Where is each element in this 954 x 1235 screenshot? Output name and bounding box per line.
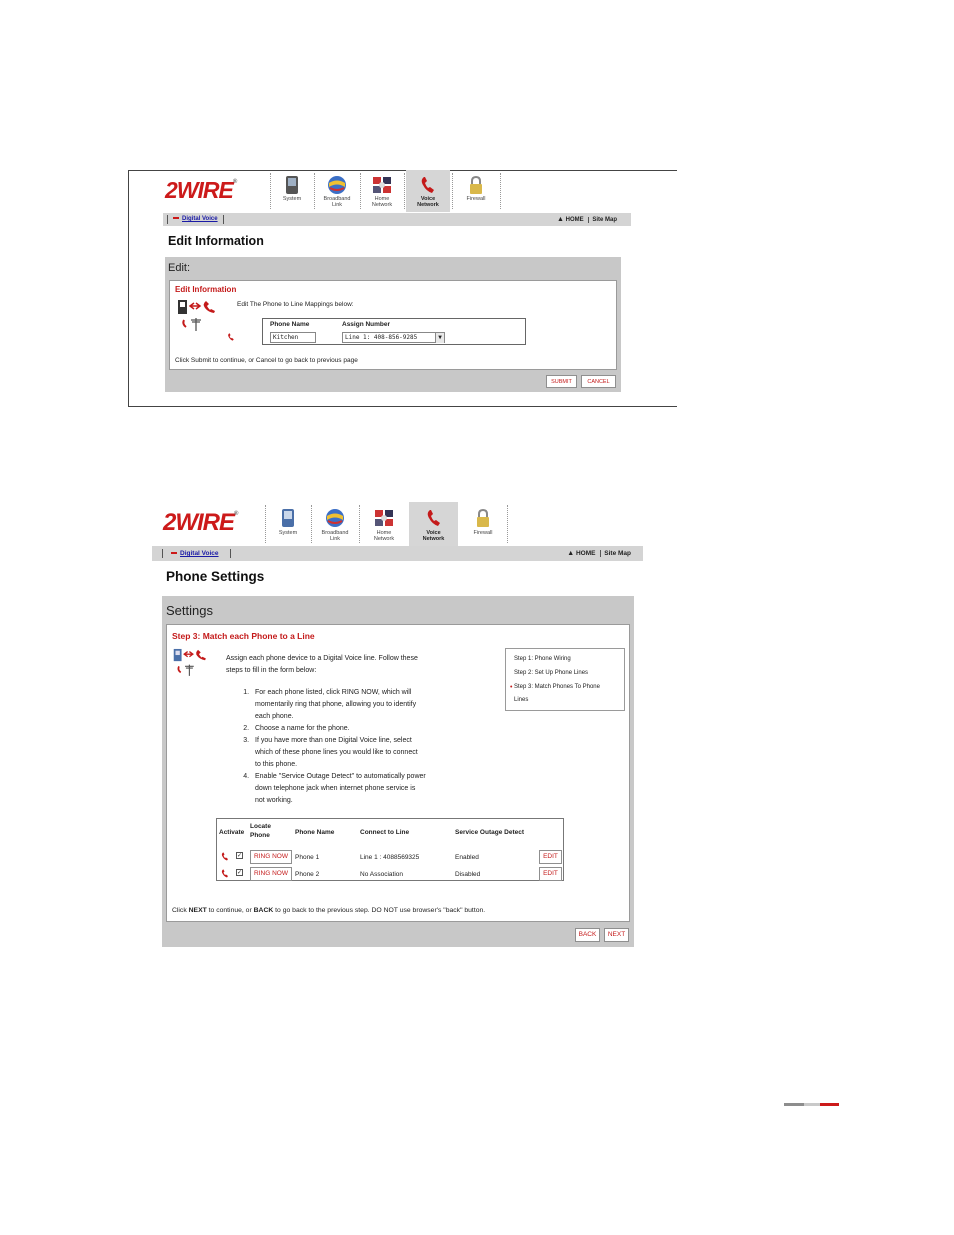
globe-icon bbox=[326, 174, 348, 196]
submit-button[interactable]: SUBMIT bbox=[546, 375, 577, 388]
phone-table bbox=[216, 818, 564, 881]
section-heading: Edit Information bbox=[175, 285, 237, 294]
wizard-step-3: Step 3: Match Phones To Phone bbox=[514, 684, 600, 690]
wizard-step-1[interactable]: Step 1: Phone Wiring bbox=[514, 656, 571, 662]
ring-now-button[interactable]: RING NOW bbox=[250, 867, 292, 881]
wizard-steps bbox=[505, 648, 625, 711]
wizard-step-2[interactable]: Step 2: Set Up Phone Lines bbox=[514, 670, 589, 676]
home-network-icon bbox=[371, 174, 393, 196]
system-icon bbox=[278, 506, 298, 530]
footer-text: Click NEXT to continue, or BACK to go back to the previous step. DO NOT use browser's "back" button. bbox=[172, 907, 486, 914]
brand-logo bbox=[163, 511, 237, 535]
cancel-button[interactable]: CANCEL bbox=[581, 375, 616, 388]
mapping-table bbox=[262, 318, 526, 345]
outage-detect-cell: Enabled bbox=[455, 854, 479, 861]
column-header-locate-phone: Locate Phone bbox=[250, 823, 271, 839]
nav-separator bbox=[360, 173, 361, 209]
subbar-separator bbox=[588, 217, 589, 223]
tab-home-network[interactable]: Home Network bbox=[361, 502, 407, 546]
home-icon: ▲ bbox=[557, 216, 564, 223]
tab-firewall[interactable]: Firewall bbox=[454, 170, 498, 212]
column-header-assign-number: Assign Number bbox=[342, 321, 391, 328]
column-header-phone-name: Phone Name bbox=[270, 321, 310, 328]
brand-logo-text: 2WIRE bbox=[163, 509, 235, 536]
phone-name-cell: Phone 1 bbox=[295, 854, 320, 861]
panel-title: Edit: bbox=[168, 262, 191, 274]
phone-name-cell: Phone 2 bbox=[295, 871, 320, 878]
page-footer-bar-light bbox=[804, 1103, 820, 1106]
assign-number-select[interactable] bbox=[342, 332, 445, 343]
instruction-list bbox=[237, 687, 467, 807]
brand-logo-text: 2WIRE bbox=[165, 177, 233, 203]
phone-icon bbox=[418, 174, 438, 196]
nav-separator bbox=[270, 173, 271, 209]
home-link[interactable]: HOME bbox=[575, 550, 596, 557]
instruction-item: 3. If you have more than one Digital Voice line, select which of these phone lines you would like to connect to this phone. bbox=[251, 735, 467, 771]
nav-separator bbox=[359, 505, 360, 543]
edit-button[interactable]: EDIT bbox=[539, 850, 562, 864]
digital-voice-link[interactable]: Digital Voice bbox=[171, 550, 219, 557]
outage-detect-cell: Disabled bbox=[455, 871, 481, 878]
nav-separator bbox=[404, 173, 405, 209]
page-footer-bar-red bbox=[820, 1103, 839, 1106]
instruction-item: 4. Enable "Service Outage Detect" to automatically power down telephone jack when internet phone service is not working. bbox=[251, 771, 467, 807]
settings-panel-body bbox=[166, 624, 630, 922]
phone-icon bbox=[220, 851, 230, 862]
phone-icon bbox=[226, 332, 236, 342]
main-nav bbox=[260, 502, 512, 546]
tab-firewall[interactable]: Firewall bbox=[460, 502, 506, 546]
activate-checkbox[interactable]: ✓ bbox=[237, 870, 243, 876]
tab-voice-network[interactable]: Voice Network bbox=[406, 170, 450, 212]
connect-line-cell: Line 1 : 4088569325 bbox=[360, 854, 420, 861]
activate-checkbox[interactable]: ✓ bbox=[237, 853, 243, 859]
page-title: Edit Information bbox=[168, 234, 264, 248]
phone-icon bbox=[220, 868, 230, 879]
nav-separator bbox=[314, 173, 315, 209]
next-button[interactable]: NEXT bbox=[604, 928, 629, 942]
subbar-separator bbox=[167, 215, 168, 224]
intro-text: Assign each phone device to a Digital Voice line. Follow these steps to fill in the form below: bbox=[226, 655, 418, 674]
chevron-down-icon: ▼ bbox=[435, 333, 444, 343]
tab-system[interactable]: System bbox=[267, 502, 309, 546]
digital-voice-link[interactable]: Digital Voice bbox=[173, 216, 218, 222]
site-map-link[interactable]: Site Map bbox=[604, 550, 631, 557]
subbar-right-links bbox=[567, 550, 631, 557]
subbar-right-links bbox=[557, 216, 617, 223]
settings-panel bbox=[162, 596, 634, 947]
edit-panel-body bbox=[169, 280, 617, 370]
back-button[interactable]: BACK bbox=[575, 928, 600, 942]
nav-separator bbox=[265, 505, 266, 543]
phone-name-input[interactable]: Kitchen bbox=[270, 332, 316, 343]
brand-logo bbox=[165, 179, 236, 202]
tab-home-network[interactable]: Home Network bbox=[362, 170, 402, 212]
home-link[interactable]: HOME bbox=[565, 217, 584, 223]
footer-text: Click Submit to continue, or Cancel to go back to previous page bbox=[175, 357, 358, 364]
instruction-item: 2. Choose a name for the phone. bbox=[251, 723, 467, 735]
panel-title: Settings bbox=[166, 603, 213, 618]
site-map-link[interactable]: Site Map bbox=[592, 217, 617, 223]
subbar-separator bbox=[162, 549, 163, 558]
column-header-phone-name: Phone Name bbox=[295, 829, 335, 836]
nav-separator bbox=[311, 505, 312, 543]
sub-navigation-bar bbox=[163, 213, 631, 226]
tab-broadband-link[interactable]: Broadband Link bbox=[313, 502, 357, 546]
tab-system[interactable]: System bbox=[272, 170, 312, 212]
column-header-activate: Activate bbox=[219, 829, 245, 836]
column-header-connect-to-line: Connect to Line bbox=[360, 829, 410, 836]
section-heading: Step 3: Match each Phone to a Line bbox=[172, 631, 315, 641]
home-network-icon bbox=[373, 506, 395, 530]
instruction-item: 1. For each phone listed, click RING NOW, which will momentarily ring that phone, allowing you to identify each phone. bbox=[251, 687, 467, 723]
subbar-separator bbox=[223, 215, 224, 224]
column-header-service-outage-detect: Service Outage Detect bbox=[455, 829, 525, 836]
reg-mark: ® bbox=[234, 511, 238, 517]
phone-line-mapping-icon bbox=[172, 645, 212, 679]
edit-button[interactable]: EDIT bbox=[539, 867, 562, 881]
lock-icon bbox=[466, 174, 486, 196]
connect-line-cell: No Association bbox=[360, 871, 403, 878]
subbar-separator bbox=[230, 549, 231, 558]
page-footer-bar-gray bbox=[784, 1103, 804, 1106]
wizard-step-3-continued: Lines bbox=[514, 697, 529, 703]
sub-navigation-bar bbox=[152, 546, 643, 561]
home-icon: ▲ bbox=[567, 550, 575, 557]
subbar-separator bbox=[600, 550, 601, 557]
assign-number-value: Line 1: 408-856-9285 bbox=[345, 334, 418, 341]
tab-broadband-link[interactable]: Broadband Link bbox=[316, 170, 358, 212]
main-nav bbox=[265, 170, 505, 212]
system-icon bbox=[282, 174, 302, 196]
page-title: Phone Settings bbox=[166, 569, 265, 584]
current-step-bullet: • bbox=[510, 684, 513, 691]
globe-icon bbox=[324, 506, 346, 530]
nav-separator bbox=[500, 173, 501, 209]
nav-separator bbox=[507, 505, 508, 543]
phone-line-mapping-icon bbox=[176, 298, 222, 332]
intro-text: Edit The Phone to Line Mappings below: bbox=[237, 301, 354, 308]
lock-icon bbox=[473, 506, 493, 530]
reg-mark: ® bbox=[232, 179, 237, 185]
nav-separator bbox=[452, 173, 453, 209]
phone-icon bbox=[424, 506, 444, 530]
edit-panel bbox=[165, 257, 621, 392]
tab-voice-network[interactable]: Voice Network bbox=[409, 502, 458, 546]
ring-now-button[interactable]: RING NOW bbox=[250, 850, 292, 864]
